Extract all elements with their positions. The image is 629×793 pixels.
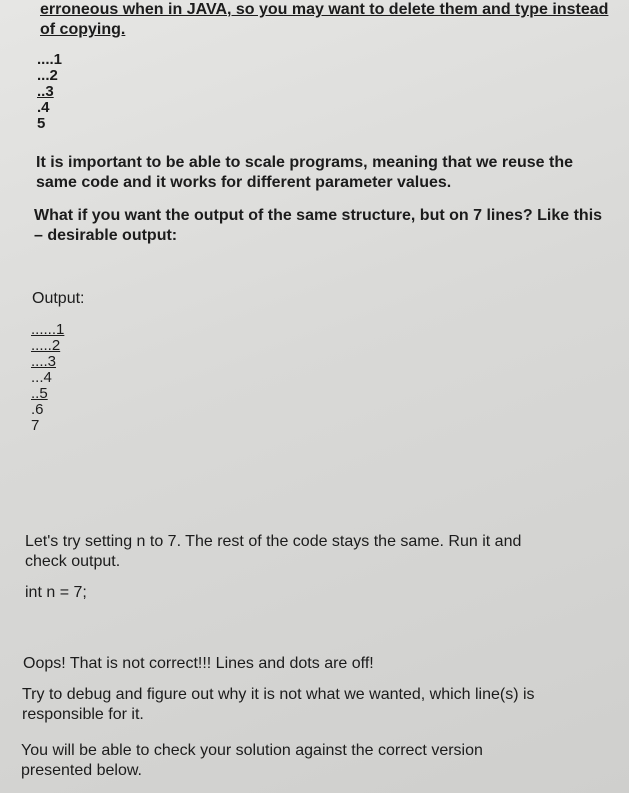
debug-line-1: Try to debug and figure out why it is not what we wanted, which line(s) is (22, 686, 535, 703)
first-output-line-3: ..3 (37, 83, 54, 100)
scale-paragraph (36, 153, 617, 193)
scale-line-1: It is important to be able to scale programs, meaning that we reuse the (36, 154, 574, 171)
first-output (37, 52, 617, 132)
first-output-line-5: 5 (37, 115, 46, 132)
check-paragraph (21, 741, 617, 781)
desired-output-line-5: ..5 (31, 385, 48, 402)
desired-output-line-2: .....2 (31, 337, 61, 354)
first-output-line-4: .4 (37, 99, 50, 116)
first-output-line-2: ...2 (37, 67, 58, 84)
first-output-line-1: ....1 (37, 51, 63, 68)
oops-text: Oops! That is not correct!!! Lines and dots are off! (23, 655, 374, 672)
desired-output-line-1: ......1 (31, 321, 65, 338)
try-line-1: Let's try setting n to 7. The rest of the code stays the same. Run it and (25, 533, 522, 550)
desired-output-line-3: ....3 (31, 353, 57, 370)
output-label: Output: (32, 290, 85, 307)
try-line-2: check output. (25, 553, 121, 570)
intro-text (40, 0, 617, 40)
scale-line-2: same code and it works for different parameter values. (36, 174, 452, 191)
debug-line-2: responsible for it. (22, 706, 144, 723)
try-paragraph (25, 532, 617, 572)
check-line-1: You will be able to check your solution against the correct version (21, 742, 483, 759)
desired-output-line-7: 7 (31, 417, 40, 434)
desired-output-line-6: .6 (31, 401, 44, 418)
desired-output-line-4: ...4 (31, 369, 52, 386)
debug-paragraph (22, 685, 617, 725)
question-paragraph (34, 206, 617, 246)
question-line-2: – desirable output: (34, 227, 178, 244)
intro-line-2: of copying. (40, 21, 126, 38)
desired-output (31, 322, 617, 434)
question-line-1: What if you want the output of the same structure, but on 7 lines? Like this (34, 207, 603, 224)
check-line-2: presented below. (21, 762, 142, 779)
intro-line-1: erroneous when in JAVA, so you may want to delete them and type instead (40, 1, 609, 18)
code-line: int n = 7; (25, 584, 87, 601)
